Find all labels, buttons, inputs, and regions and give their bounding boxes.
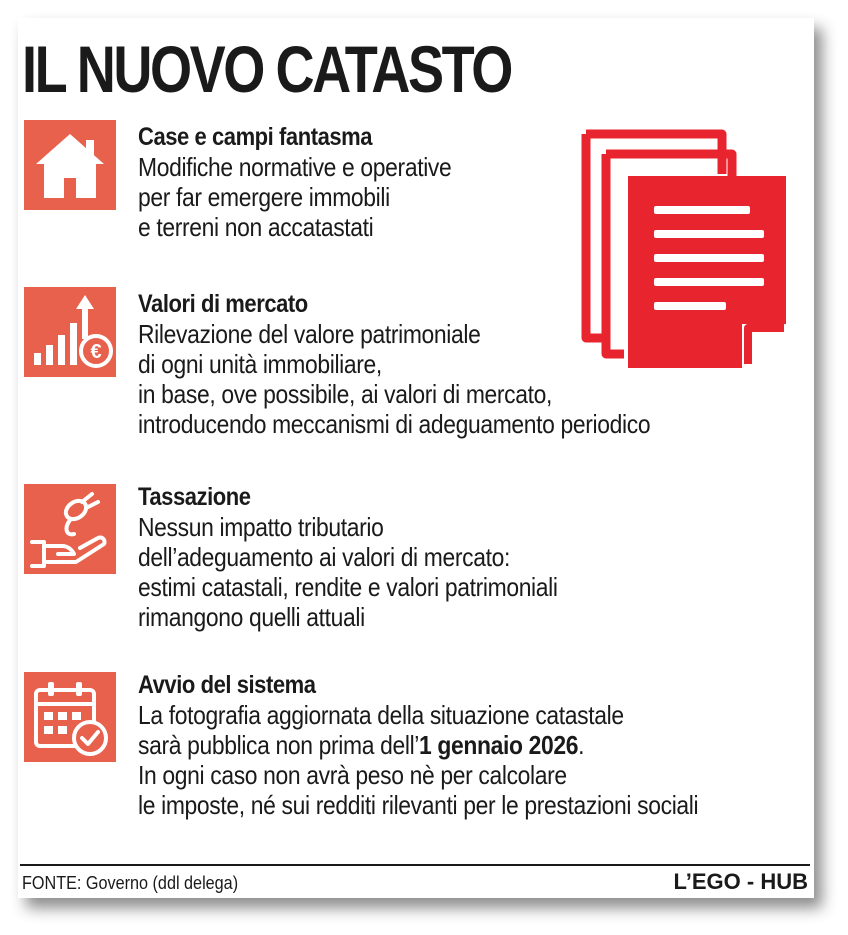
section-title: Valori di mercato [138,290,308,318]
section-text: rimangono quelli attuali [138,602,365,632]
svg-text:€: € [90,341,102,363]
section-text: estimi catastali, rendite e valori patrimoniali [138,572,558,602]
section-text-part: sarà pubblica non prima dell’ [138,730,420,760]
section-text-part: . [578,730,585,760]
section-title: Case e campi fantasma [138,123,373,151]
section-text: Modifiche normative e operative [138,152,452,182]
section-avvio-del-sistema [138,670,775,820]
section-text: e terreni non accatastati [138,212,374,242]
section-text: per far emergere immobili [138,182,390,212]
footer-divider [20,864,810,866]
section-text: In ogni caso non avrà peso nè per calcolare [138,760,567,790]
section-text: introducendo meccanismi di adeguamento periodico [138,409,651,439]
section-text: di ogni unità immobiliare, [138,349,382,379]
start-date: 1 gennaio 2026 [419,730,579,760]
credit-label: L’EGO - HUB [673,869,808,894]
source-note: FONTE: Governo (ddl delega) [22,873,239,893]
section-text: La fotografia aggiornata della situazione catastale [138,700,624,730]
section-case-campi-fantasma [138,122,494,242]
section-text: dell’adeguamento ai valori di mercato: [138,542,510,572]
page-title: IL NUOVO CATASTO [22,32,511,106]
section-text: Rilevazione del valore patrimoniale [138,319,481,349]
section-title: Tassazione [138,483,251,511]
section-text [138,730,698,760]
market-values-icon [24,287,116,377]
section-tassazione [138,482,615,632]
section-text: in base, ove possibile, ai valori di mercato, [138,379,553,409]
hand-coin-icon [24,484,116,574]
calendar-check-icon [24,672,116,762]
house-icon [24,120,116,210]
section-valori-di-mercato [138,289,720,439]
section-text: le imposte, né sui redditi rilevanti per le prestazioni sociali [138,790,699,820]
section-text: Nessun impatto tributario [138,512,384,542]
section-title: Avvio del sistema [138,671,316,699]
